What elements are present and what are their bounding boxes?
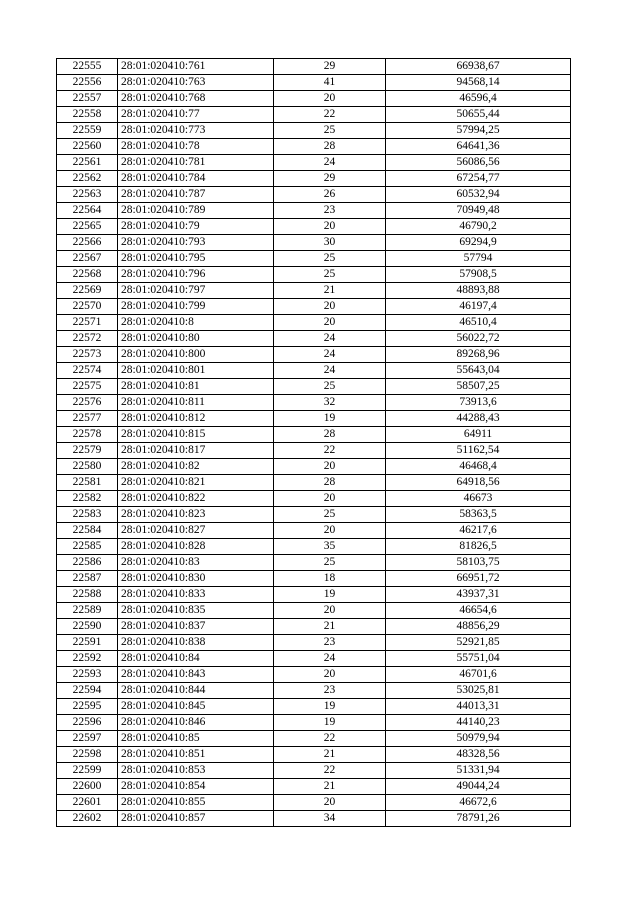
value-cell: 46790,2 [386, 219, 571, 235]
row-number-cell: 22593 [57, 667, 118, 683]
cadastral-number-cell: 28:01:020410:843 [118, 667, 274, 683]
table-row [57, 235, 571, 251]
row-number-cell: 22556 [57, 75, 118, 91]
cadastral-number-cell: 28:01:020410:828 [118, 539, 274, 555]
value-cell: 44140,23 [386, 715, 571, 731]
table-row [57, 603, 571, 619]
row-number-cell: 22595 [57, 699, 118, 715]
table-row [57, 363, 571, 379]
table-row [57, 811, 571, 827]
area-cell: 20 [274, 315, 386, 331]
area-cell: 21 [274, 283, 386, 299]
value-cell: 89268,96 [386, 347, 571, 363]
value-cell: 55751,04 [386, 651, 571, 667]
value-cell: 58103,75 [386, 555, 571, 571]
table-row [57, 187, 571, 203]
table-row [57, 795, 571, 811]
row-number-cell: 22569 [57, 283, 118, 299]
table-row [57, 59, 571, 75]
value-cell: 67254,77 [386, 171, 571, 187]
row-number-cell: 22598 [57, 747, 118, 763]
row-number-cell: 22597 [57, 731, 118, 747]
row-number-cell: 22582 [57, 491, 118, 507]
row-number-cell: 22596 [57, 715, 118, 731]
value-cell: 66938,67 [386, 59, 571, 75]
area-cell: 29 [274, 59, 386, 75]
value-cell: 50979,94 [386, 731, 571, 747]
row-number-cell: 22568 [57, 267, 118, 283]
table-row [57, 747, 571, 763]
value-cell: 81826,5 [386, 539, 571, 555]
table-row [57, 651, 571, 667]
area-cell: 24 [274, 155, 386, 171]
value-cell: 58507,25 [386, 379, 571, 395]
row-number-cell: 22559 [57, 123, 118, 139]
row-number-cell: 22578 [57, 427, 118, 443]
cadastral-number-cell: 28:01:020410:851 [118, 747, 274, 763]
cadastral-number-cell: 28:01:020410:796 [118, 267, 274, 283]
area-cell: 22 [274, 731, 386, 747]
value-cell: 70949,48 [386, 203, 571, 219]
row-number-cell: 22587 [57, 571, 118, 587]
cadastral-number-cell: 28:01:020410:799 [118, 299, 274, 315]
cadastral-number-cell: 28:01:020410:84 [118, 651, 274, 667]
row-number-cell: 22573 [57, 347, 118, 363]
cadastral-number-cell: 28:01:020410:773 [118, 123, 274, 139]
row-number-cell: 22563 [57, 187, 118, 203]
cadastral-number-cell: 28:01:020410:845 [118, 699, 274, 715]
row-number-cell: 22601 [57, 795, 118, 811]
table-row [57, 571, 571, 587]
row-number-cell: 22589 [57, 603, 118, 619]
row-number-cell: 22567 [57, 251, 118, 267]
value-cell: 48893,88 [386, 283, 571, 299]
area-cell: 34 [274, 811, 386, 827]
area-cell: 21 [274, 619, 386, 635]
cadastral-number-cell: 28:01:020410:82 [118, 459, 274, 475]
value-cell: 46217,6 [386, 523, 571, 539]
area-cell: 23 [274, 683, 386, 699]
area-cell: 22 [274, 443, 386, 459]
value-cell: 51331,94 [386, 763, 571, 779]
table-row [57, 75, 571, 91]
area-cell: 19 [274, 715, 386, 731]
cadastral-number-cell: 28:01:020410:797 [118, 283, 274, 299]
cadastral-number-cell: 28:01:020410:811 [118, 395, 274, 411]
cadastral-number-cell: 28:01:020410:8 [118, 315, 274, 331]
table-row [57, 667, 571, 683]
table-row [57, 443, 571, 459]
value-cell: 43937,31 [386, 587, 571, 603]
cadastral-number-cell: 28:01:020410:763 [118, 75, 274, 91]
value-cell: 46468,4 [386, 459, 571, 475]
cadastral-number-cell: 28:01:020410:827 [118, 523, 274, 539]
row-number-cell: 22586 [57, 555, 118, 571]
cadastral-number-cell: 28:01:020410:837 [118, 619, 274, 635]
value-cell: 52921,85 [386, 635, 571, 651]
area-cell: 28 [274, 475, 386, 491]
value-cell: 53025,81 [386, 683, 571, 699]
area-cell: 20 [274, 795, 386, 811]
value-cell: 46654,6 [386, 603, 571, 619]
area-cell: 24 [274, 347, 386, 363]
table-row [57, 395, 571, 411]
row-number-cell: 22602 [57, 811, 118, 827]
value-cell: 46510,4 [386, 315, 571, 331]
row-number-cell: 22562 [57, 171, 118, 187]
cadastral-number-cell: 28:01:020410:838 [118, 635, 274, 651]
table-row [57, 331, 571, 347]
value-cell: 73913,6 [386, 395, 571, 411]
row-number-cell: 22600 [57, 779, 118, 795]
table-row [57, 507, 571, 523]
row-number-cell: 22572 [57, 331, 118, 347]
area-cell: 19 [274, 587, 386, 603]
area-cell: 32 [274, 395, 386, 411]
row-number-cell: 22565 [57, 219, 118, 235]
area-cell: 18 [274, 571, 386, 587]
row-number-cell: 22564 [57, 203, 118, 219]
value-cell: 44013,31 [386, 699, 571, 715]
area-cell: 25 [274, 507, 386, 523]
area-cell: 28 [274, 139, 386, 155]
row-number-cell: 22599 [57, 763, 118, 779]
area-cell: 25 [274, 251, 386, 267]
area-cell: 28 [274, 427, 386, 443]
row-number-cell: 22570 [57, 299, 118, 315]
cadastral-number-cell: 28:01:020410:835 [118, 603, 274, 619]
table-row [57, 155, 571, 171]
cadastral-number-cell: 28:01:020410:830 [118, 571, 274, 587]
area-cell: 26 [274, 187, 386, 203]
table-row [57, 715, 571, 731]
value-cell: 56086,56 [386, 155, 571, 171]
cadastral-number-cell: 28:01:020410:822 [118, 491, 274, 507]
area-cell: 20 [274, 459, 386, 475]
value-cell: 64918,56 [386, 475, 571, 491]
row-number-cell: 22576 [57, 395, 118, 411]
cadastral-number-cell: 28:01:020410:853 [118, 763, 274, 779]
cadastral-number-cell: 28:01:020410:83 [118, 555, 274, 571]
row-number-cell: 22560 [57, 139, 118, 155]
row-number-cell: 22574 [57, 363, 118, 379]
row-number-cell: 22555 [57, 59, 118, 75]
row-number-cell: 22584 [57, 523, 118, 539]
table-row [57, 267, 571, 283]
row-number-cell: 22580 [57, 459, 118, 475]
row-number-cell: 22571 [57, 315, 118, 331]
value-cell: 48328,56 [386, 747, 571, 763]
area-cell: 30 [274, 235, 386, 251]
value-cell: 57908,5 [386, 267, 571, 283]
row-number-cell: 22557 [57, 91, 118, 107]
cadastral-number-cell: 28:01:020410:789 [118, 203, 274, 219]
area-cell: 29 [274, 171, 386, 187]
row-number-cell: 22594 [57, 683, 118, 699]
area-cell: 24 [274, 363, 386, 379]
area-cell: 23 [274, 635, 386, 651]
table-row [57, 731, 571, 747]
table-row [57, 107, 571, 123]
cadastral-number-cell: 28:01:020410:80 [118, 331, 274, 347]
value-cell: 56022,72 [386, 331, 571, 347]
value-cell: 64911 [386, 427, 571, 443]
area-cell: 23 [274, 203, 386, 219]
table-row [57, 379, 571, 395]
data-table [56, 58, 571, 827]
value-cell: 46197,4 [386, 299, 571, 315]
row-number-cell: 22583 [57, 507, 118, 523]
table-row [57, 203, 571, 219]
value-cell: 58363,5 [386, 507, 571, 523]
cadastral-number-cell: 28:01:020410:77 [118, 107, 274, 123]
table-row [57, 283, 571, 299]
table-row [57, 459, 571, 475]
value-cell: 69294,9 [386, 235, 571, 251]
cadastral-number-cell: 28:01:020410:787 [118, 187, 274, 203]
area-cell: 22 [274, 107, 386, 123]
cadastral-number-cell: 28:01:020410:768 [118, 91, 274, 107]
value-cell: 66951,72 [386, 571, 571, 587]
cadastral-number-cell: 28:01:020410:81 [118, 379, 274, 395]
value-cell: 48856,29 [386, 619, 571, 635]
table-row [57, 539, 571, 555]
area-cell: 20 [274, 299, 386, 315]
cadastral-number-cell: 28:01:020410:833 [118, 587, 274, 603]
area-cell: 25 [274, 555, 386, 571]
table-body [57, 59, 571, 827]
row-number-cell: 22581 [57, 475, 118, 491]
row-number-cell: 22585 [57, 539, 118, 555]
table-row [57, 683, 571, 699]
cadastral-number-cell: 28:01:020410:781 [118, 155, 274, 171]
table-row [57, 555, 571, 571]
cadastral-number-cell: 28:01:020410:795 [118, 251, 274, 267]
value-cell: 57794 [386, 251, 571, 267]
value-cell: 78791,26 [386, 811, 571, 827]
area-cell: 24 [274, 331, 386, 347]
row-number-cell: 22558 [57, 107, 118, 123]
table-row [57, 139, 571, 155]
cadastral-number-cell: 28:01:020410:817 [118, 443, 274, 459]
row-number-cell: 22561 [57, 155, 118, 171]
row-number-cell: 22577 [57, 411, 118, 427]
cadastral-number-cell: 28:01:020410:846 [118, 715, 274, 731]
cadastral-number-cell: 28:01:020410:784 [118, 171, 274, 187]
value-cell: 55643,04 [386, 363, 571, 379]
table-row [57, 491, 571, 507]
value-cell: 49044,24 [386, 779, 571, 795]
cadastral-number-cell: 28:01:020410:815 [118, 427, 274, 443]
table-row [57, 347, 571, 363]
area-cell: 20 [274, 603, 386, 619]
area-cell: 21 [274, 747, 386, 763]
area-cell: 41 [274, 75, 386, 91]
table-row [57, 91, 571, 107]
area-cell: 20 [274, 523, 386, 539]
row-number-cell: 22566 [57, 235, 118, 251]
cadastral-number-cell: 28:01:020410:801 [118, 363, 274, 379]
cadastral-number-cell: 28:01:020410:844 [118, 683, 274, 699]
value-cell: 57994,25 [386, 123, 571, 139]
area-cell: 19 [274, 699, 386, 715]
row-number-cell: 22575 [57, 379, 118, 395]
table-row [57, 587, 571, 603]
area-cell: 25 [274, 123, 386, 139]
table-row [57, 171, 571, 187]
table-row [57, 779, 571, 795]
table-row [57, 427, 571, 443]
area-cell: 25 [274, 267, 386, 283]
cadastral-number-cell: 28:01:020410:821 [118, 475, 274, 491]
cadastral-number-cell: 28:01:020410:78 [118, 139, 274, 155]
table-row [57, 523, 571, 539]
value-cell: 94568,14 [386, 75, 571, 91]
value-cell: 51162,54 [386, 443, 571, 459]
area-cell: 21 [274, 779, 386, 795]
value-cell: 46673 [386, 491, 571, 507]
table-row [57, 219, 571, 235]
cadastral-number-cell: 28:01:020410:79 [118, 219, 274, 235]
table-row [57, 619, 571, 635]
area-cell: 22 [274, 763, 386, 779]
table-row [57, 251, 571, 267]
row-number-cell: 22592 [57, 651, 118, 667]
table-row [57, 475, 571, 491]
value-cell: 50655,44 [386, 107, 571, 123]
value-cell: 46596,4 [386, 91, 571, 107]
table-row [57, 699, 571, 715]
value-cell: 60532,94 [386, 187, 571, 203]
value-cell: 46672,6 [386, 795, 571, 811]
area-cell: 24 [274, 651, 386, 667]
area-cell: 20 [274, 667, 386, 683]
table-row [57, 123, 571, 139]
cadastral-number-cell: 28:01:020410:854 [118, 779, 274, 795]
cadastral-number-cell: 28:01:020410:793 [118, 235, 274, 251]
area-cell: 20 [274, 91, 386, 107]
table-row [57, 299, 571, 315]
cadastral-number-cell: 28:01:020410:857 [118, 811, 274, 827]
area-cell: 20 [274, 491, 386, 507]
table-row [57, 763, 571, 779]
row-number-cell: 22579 [57, 443, 118, 459]
area-cell: 35 [274, 539, 386, 555]
cadastral-number-cell: 28:01:020410:855 [118, 795, 274, 811]
cadastral-number-cell: 28:01:020410:812 [118, 411, 274, 427]
row-number-cell: 22588 [57, 587, 118, 603]
table-row [57, 635, 571, 651]
cadastral-number-cell: 28:01:020410:761 [118, 59, 274, 75]
table-row [57, 411, 571, 427]
area-cell: 20 [274, 219, 386, 235]
value-cell: 64641,36 [386, 139, 571, 155]
row-number-cell: 22590 [57, 619, 118, 635]
area-cell: 25 [274, 379, 386, 395]
value-cell: 46701,6 [386, 667, 571, 683]
area-cell: 19 [274, 411, 386, 427]
table-row [57, 315, 571, 331]
cadastral-number-cell: 28:01:020410:800 [118, 347, 274, 363]
cadastral-number-cell: 28:01:020410:823 [118, 507, 274, 523]
cadastral-number-cell: 28:01:020410:85 [118, 731, 274, 747]
value-cell: 44288,43 [386, 411, 571, 427]
row-number-cell: 22591 [57, 635, 118, 651]
